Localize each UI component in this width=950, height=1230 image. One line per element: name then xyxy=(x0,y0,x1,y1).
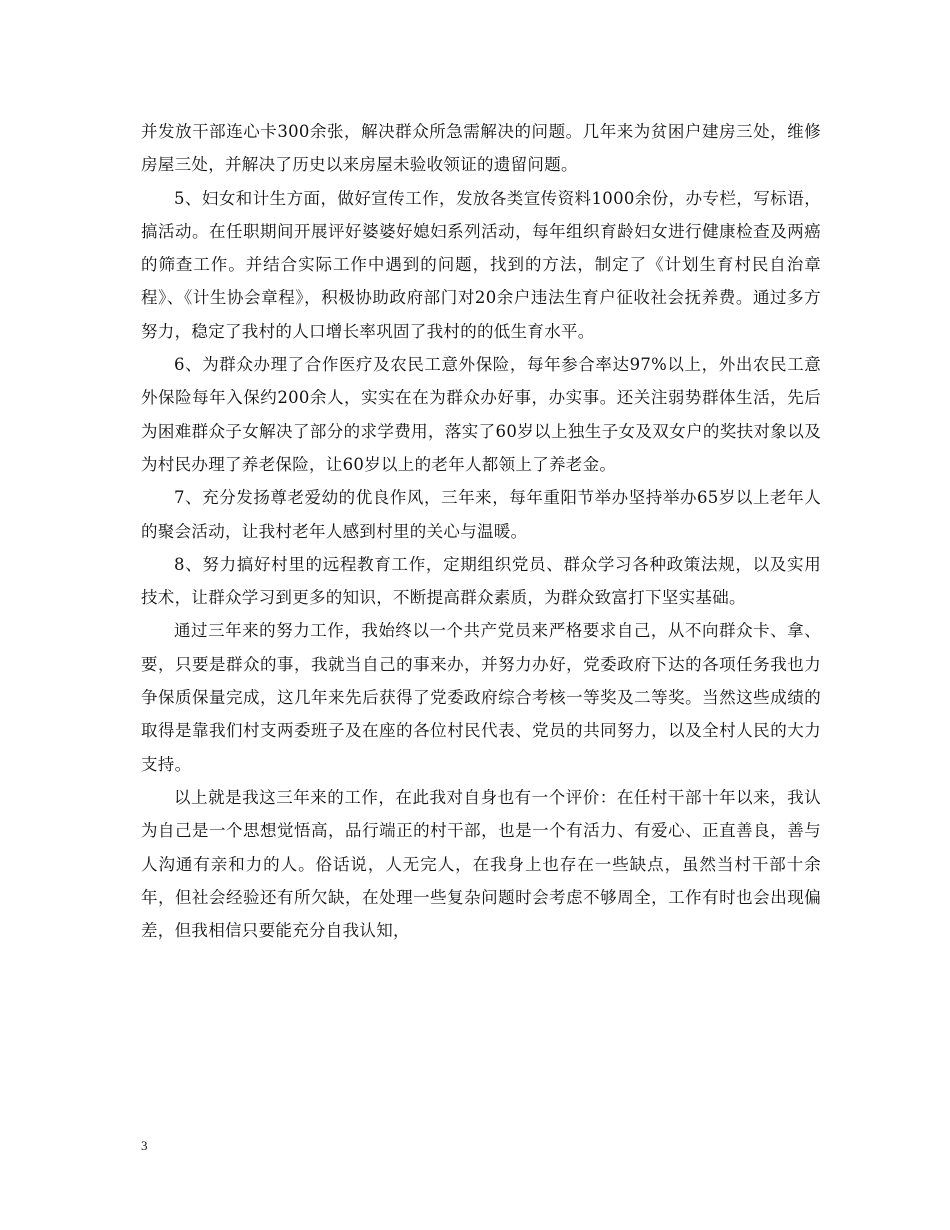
paragraph-self-evaluation: 以上就是我这三年来的工作，在此我对自身也有一个评价：在任村干部十年以来，我认为自己是一个思想觉悟高，品行端正的村干部，也是一个有活力、有爱心、正直善良，善与人沟通有亲和力的人。俗话说，人无完人，在我身上也存在一些缺点，虽然当村干部十余年，但社会经验还有所欠缺，在处理一些复杂问题时会考虑不够周全，工作有时也会出现偏差，但我相信只要能充分自我认知， xyxy=(141,787,821,941)
paragraph-item-8: 8、努力搞好村里的远程教育工作，定期组织党员、群众学习各种政策法规，以及实用技术，让群众学习到更多的知识，不断提高群众素质，为群众致富打下坚实基础。 xyxy=(141,554,821,608)
page-number: 3 xyxy=(141,1138,148,1153)
paragraph-1: 并发放干部连心卡300余张，解决群众所急需解决的问题。几年来为贫困户建房三处，维修房屋三处，并解决了历史以来房屋未验收领证的遗留问题。 xyxy=(141,122,821,175)
paragraph-item-6: 6、为群众办理了合作医疗及农民工意外保险，每年参合率达97%以上，外出农民工意外保险每年入保约200余人，实实在在为群众办好事，办实事。还关注弱势群体生活，先后为困难群众子女解决了部分的求学费用，落实了60岁以上独生子女及双女户的奖扶对象以及为村民办理了养老保险，让60岁以上的老年人都领上了养老金。 xyxy=(141,355,821,474)
paragraph-summary: 通过三年来的努力工作，我始终以一个共产党员来严格要求自己，从不向群众卡、拿、要，只要是群众的事，我就当自己的事来办，并努力办好，党委政府下达的各项任务我也力争保质保量完成，这几年来先后获得了党委政府综合考核一等奖及二等奖。当然这些成绩的取得是靠我们村支两委班子及在座的各位村民代表、党员的共同努力，以及全村人民的大力支持。 xyxy=(141,621,821,774)
paragraph-item-7: 7、充分发扬尊老爱幼的优良作风，三年来，每年重阳节举办坚持举办65岁以上老年人的聚会活动，让我村老年人感到村里的关心与温暖。 xyxy=(141,488,821,541)
document-body xyxy=(141,115,821,947)
paragraph-item-5: 5、妇女和计生方面，做好宣传工作，发放各类宣传资料1000余份，办专栏，写标语，搞活动。在任职期间开展评好婆婆好媳妇系列活动，每年组织育龄妇女进行健康检查及两癌的筛查工作。并结合实际工作中遇到的问题，找到的方法，制定了《计划生育村民自治章程》、《计生协会章程》，积极协助政府部门对20余户违法生育户征收社会抚养费。通过多方努力，稳定了我村的人口增长率巩固了我村的的低生育水平。 xyxy=(141,188,821,341)
